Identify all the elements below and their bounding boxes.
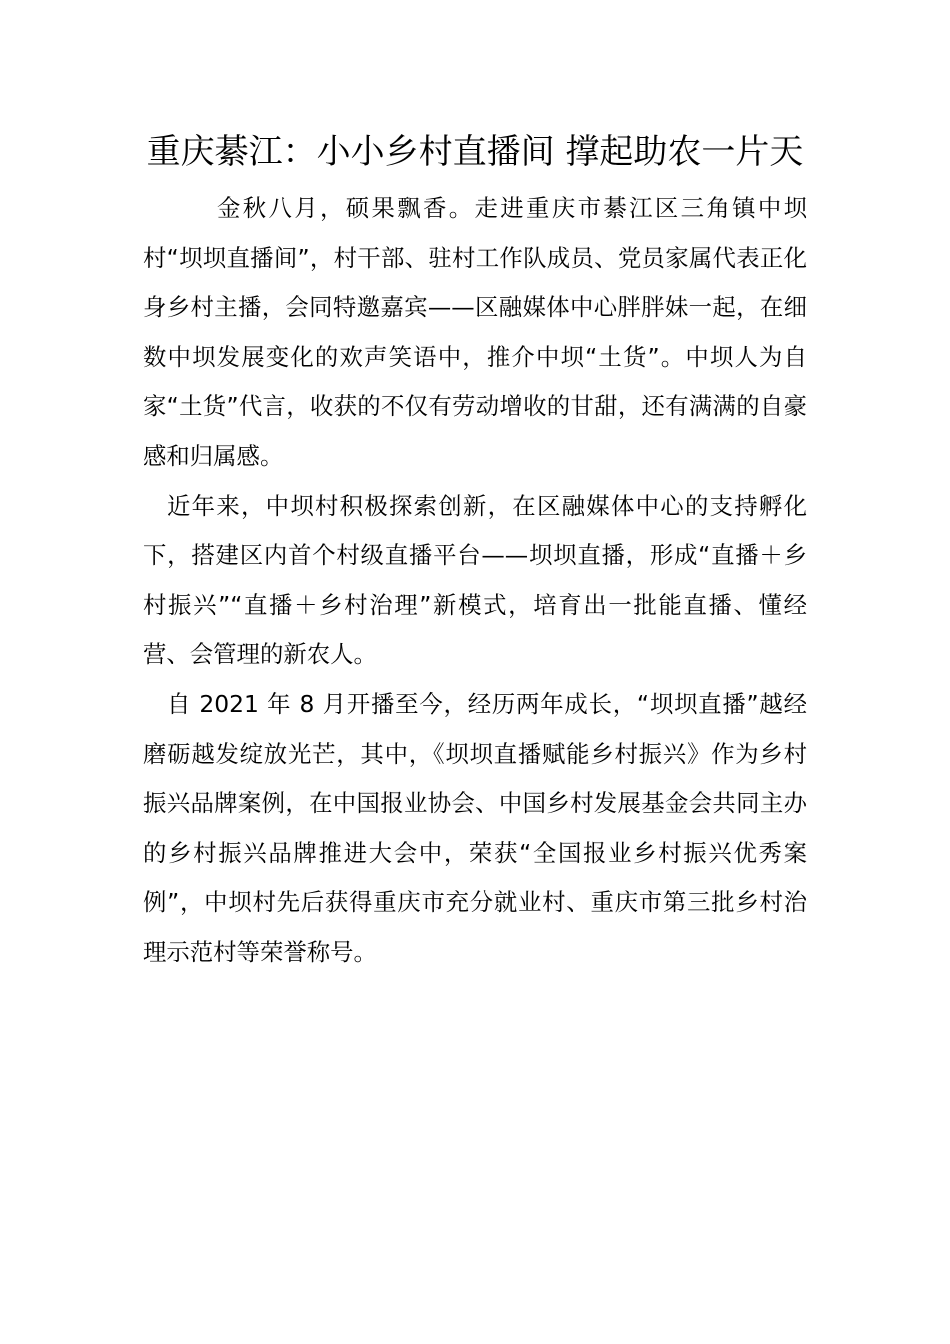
paragraph-2: 近年来，中坝村积极探索创新，在区融媒体中心的支持孵化下，搭建区内首个村级直播平台——坝坝直播，形成“直播＋乡村振兴”“直播＋乡村治理”新模式，培育出一批能直播、懂经营、会管理的新农人。 [143,491,807,669]
document-page [143,128,807,978]
document-title: 重庆綦江：小小乡村直播间 撑起助农一片天 [146,132,804,172]
paragraph-3: 自 2021 年 8 月开播至今，经历两年成长，“坝坝直播”越经磨砺越发绽放光芒，其中，《坝坝直播赋能乡村振兴》作为乡村振兴品牌案例，在中国报业协会、中国乡村发展基金会共同主办的乡村振兴品牌推进大会中，荣获“全国报业乡村振兴优秀案例”，中坝村先后获得重庆市充分就业村、重庆市第三批乡村治理示范村等荣誉称号。 [143,689,807,966]
paragraph-1: 金秋八月，硕果飘香。走进重庆市綦江区三角镇中坝村“坝坝直播间”，村干部、驻村工作队成员、党员家属代表正化身乡村主播，会同特邀嘉宾——区融媒体中心胖胖妹一起，在细数中坝发展变化的欢声笑语中，推介中坝“土货”。中坝人为自家“土货”代言，收获的不仅有劳动增收的甘甜，还有满满的自豪感和归属感。 [143,194,807,470]
